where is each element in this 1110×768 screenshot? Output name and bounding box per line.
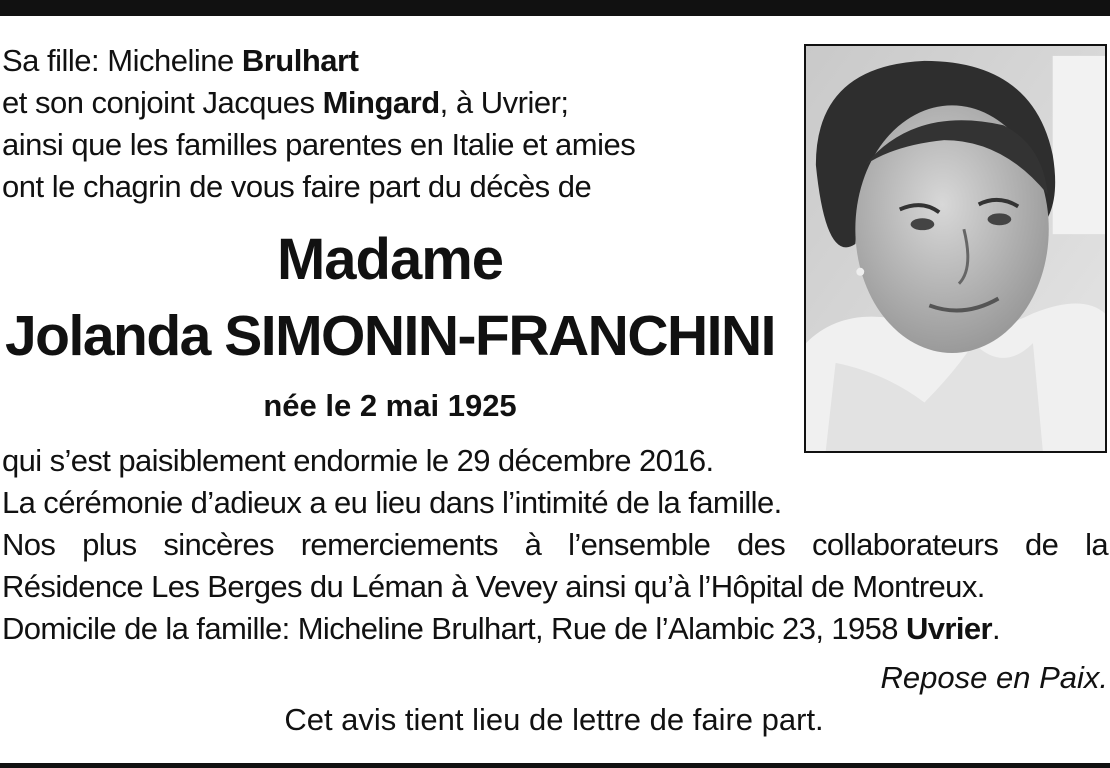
- intro-line-2: et son conjoint Jacques Mingard, à Uvrier;: [2, 85, 569, 120]
- top-rule: [0, 0, 1110, 16]
- intro-line-3: ainsi que les familles parentes en Italie et amies: [2, 127, 636, 162]
- bottom-rule: [0, 763, 1110, 768]
- body-paragraph: [2, 440, 1108, 650]
- birth-date: née le 2 mai 1925: [263, 388, 517, 423]
- intro-paragraph: [2, 40, 792, 208]
- body-line-5: Domicile de la famille: Micheline Brulhart, Rue de l’Alambic 23, 1958 Uvrier.: [2, 611, 1000, 646]
- intro-line-4: ont le chagrin de vous faire part du décès de: [2, 169, 592, 204]
- town-uvrier: Uvrier: [905, 611, 992, 646]
- portrait-photo: [804, 44, 1107, 453]
- surname-brulhart: Brulhart: [241, 43, 359, 78]
- body-line-2: La cérémonie d’adieux a eu lieu dans l’intimité de la famille.: [2, 485, 782, 520]
- honorific-title: Madame: [276, 227, 504, 292]
- surname-mingard: Mingard: [322, 85, 440, 120]
- body-line-1: qui s’est paisiblement endormie le 29 décembre 2016.: [2, 443, 714, 478]
- intro-line-1: Sa fille: Micheline Brulhart: [2, 43, 359, 78]
- body-line-3: Nos plus sincères remerciements à l’ensemble des collaborateurs de la: [2, 527, 1108, 562]
- body-line-4: Résidence Les Berges du Léman à Vevey ainsi qu’à l’Hôpital de Montreux.: [2, 569, 985, 604]
- rest-in-peace: Repose en Paix.: [880, 660, 1108, 695]
- deceased-name: Jolanda SIMONIN-FRANCHINI: [4, 304, 776, 368]
- closing-notice: Cet avis tient lieu de lettre de faire part.: [284, 702, 824, 737]
